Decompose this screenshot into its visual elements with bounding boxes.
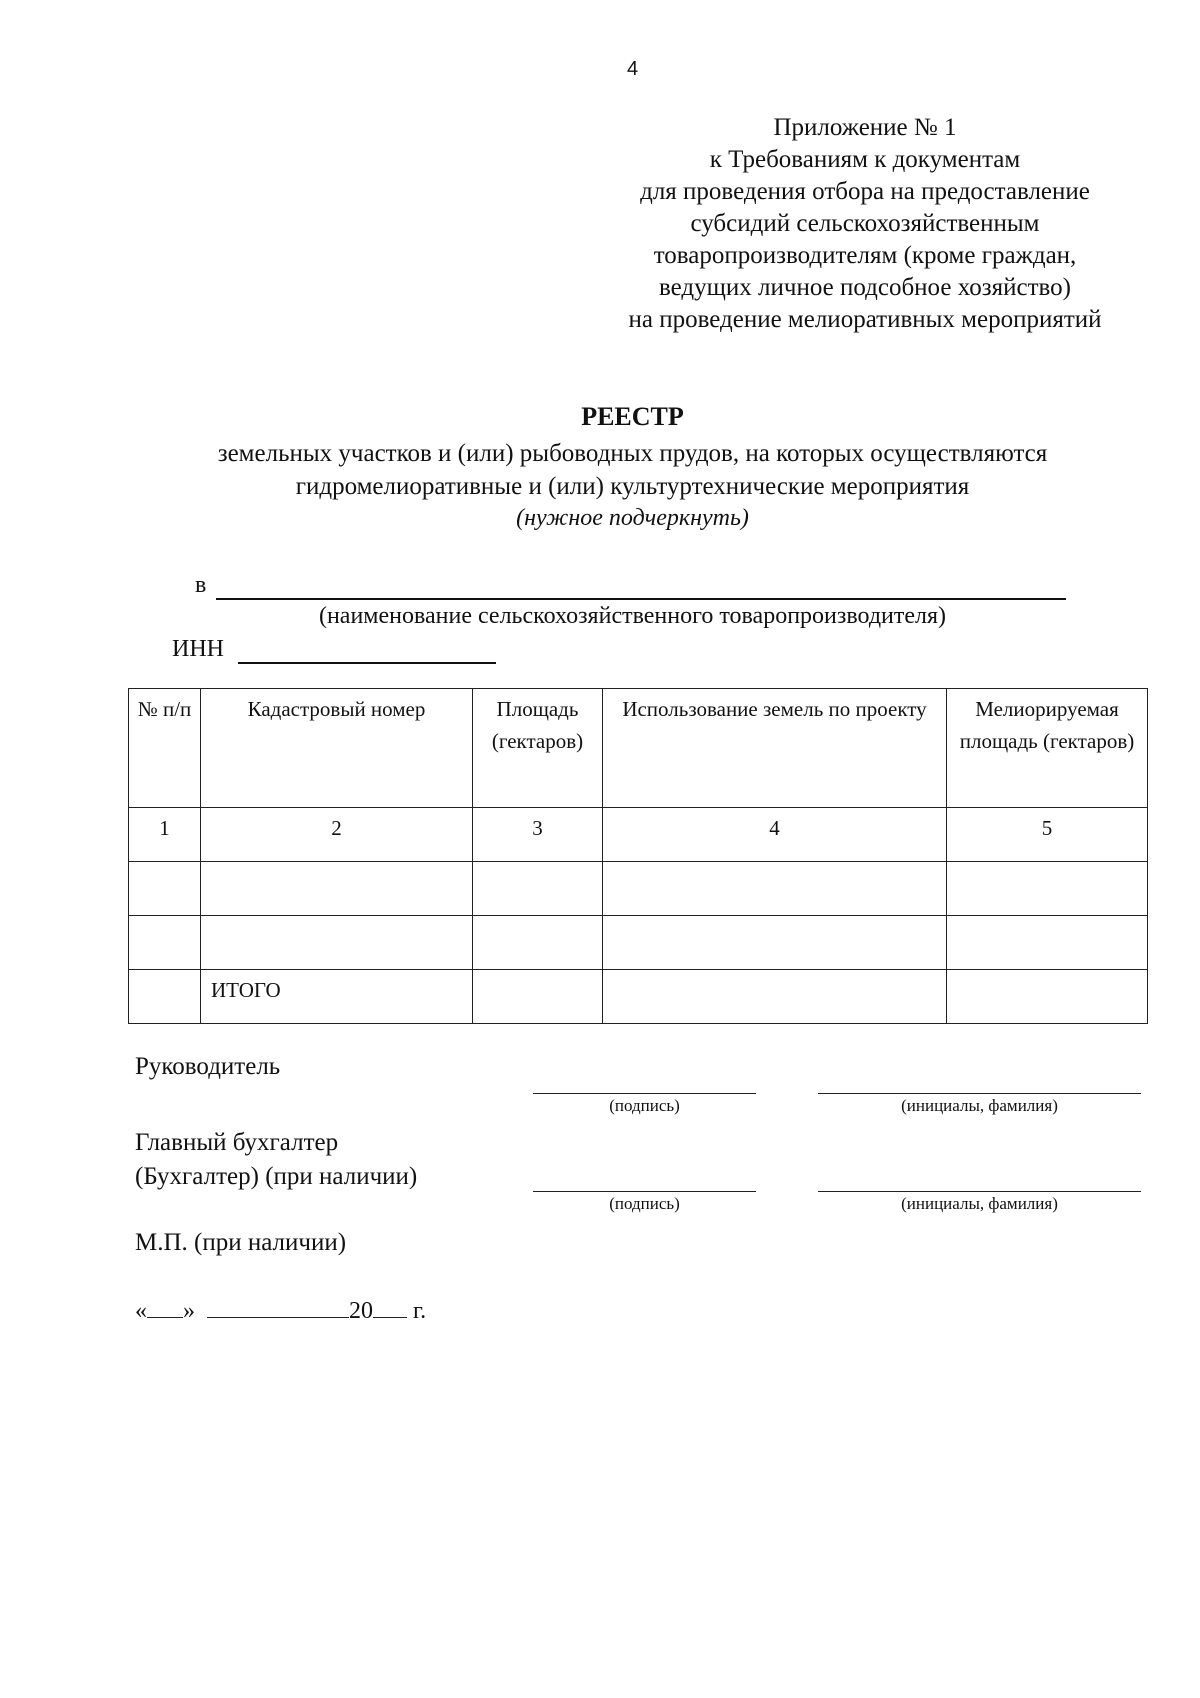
subtitle-line-1: земельных участков и (или) рыбоводных прудов, на которых осуществляются bbox=[217, 440, 1048, 467]
producer-name-field[interactable] bbox=[216, 598, 1066, 600]
document-title: РЕЕСТР bbox=[581, 402, 684, 431]
header-cell-number: № п/п bbox=[129, 689, 201, 808]
subtitle-line-2: гидромелиоративные и (или) культуртехнические мероприятия bbox=[295, 473, 970, 500]
table-row-total bbox=[129, 970, 1148, 1024]
accountant-signature-field[interactable] bbox=[533, 1191, 756, 1192]
appendix-line: субсидий сельскохозяйственным bbox=[690, 210, 1040, 237]
head-signature-field[interactable] bbox=[533, 1093, 756, 1094]
accountant-label-line-2: (Бухгалтер) (при наличии) bbox=[135, 1163, 418, 1190]
accountant-name-field[interactable] bbox=[818, 1191, 1141, 1192]
underline-note: (нужное подчеркнуть) bbox=[516, 505, 749, 531]
table-cell[interactable] bbox=[947, 862, 1148, 916]
year-suffix: г. bbox=[407, 1298, 427, 1324]
date-close-quote: » bbox=[183, 1298, 195, 1324]
year-field[interactable] bbox=[373, 1297, 407, 1318]
table-cell[interactable] bbox=[603, 862, 947, 916]
year-prefix: 20 bbox=[349, 1298, 373, 1324]
appendix-line: Приложение № 1 bbox=[773, 114, 957, 141]
column-number-cell: 3 bbox=[473, 808, 603, 862]
appendix-line: для проведения отбора на предоставление bbox=[640, 178, 1090, 205]
column-number-cell: 4 bbox=[603, 808, 947, 862]
appendix-line: ведущих личное подсобное хозяйство) bbox=[659, 274, 1071, 301]
date-open-quote: « bbox=[135, 1298, 147, 1324]
appendix-line: товаропроизводителям (кроме граждан, bbox=[653, 242, 1077, 269]
producer-prefix: в bbox=[195, 572, 207, 598]
column-number-cell: 5 bbox=[947, 808, 1148, 862]
table-cell[interactable] bbox=[129, 862, 201, 916]
table-cell[interactable] bbox=[201, 916, 473, 970]
register-table bbox=[128, 688, 1148, 1024]
date-line bbox=[135, 1297, 426, 1325]
month-field[interactable] bbox=[207, 1297, 349, 1318]
inn-field[interactable] bbox=[238, 662, 496, 664]
table-cell[interactable] bbox=[947, 916, 1148, 970]
header-cell-land-use: Использование земель по проекту bbox=[603, 689, 947, 808]
day-field[interactable] bbox=[147, 1297, 183, 1318]
producer-caption: (наименование сельскохозяйственного товаропроизводителя) bbox=[318, 603, 947, 629]
table-header-row bbox=[129, 689, 1148, 808]
table-row-column-numbers bbox=[129, 808, 1148, 862]
name-caption: (инициалы, фамилия) bbox=[901, 1194, 1058, 1213]
table-cell[interactable] bbox=[129, 970, 201, 1024]
total-label: ИТОГО bbox=[201, 970, 473, 1024]
signature-caption: (подпись) bbox=[609, 1194, 680, 1213]
table-cell[interactable] bbox=[129, 916, 201, 970]
appendix-header bbox=[580, 112, 1150, 336]
accountant-label-line-1: Главный бухгалтер bbox=[135, 1129, 339, 1156]
page-number: 4 bbox=[626, 58, 639, 80]
stamp-label: М.П. (при наличии) bbox=[135, 1229, 347, 1256]
table-cell[interactable] bbox=[947, 970, 1148, 1024]
column-number-cell: 2 bbox=[201, 808, 473, 862]
table-cell[interactable] bbox=[201, 862, 473, 916]
header-cell-cadastral: Кадастровый номер bbox=[201, 689, 473, 808]
name-caption: (инициалы, фамилия) bbox=[901, 1096, 1058, 1115]
appendix-line: на проведение мелиоративных мероприятий bbox=[628, 306, 1102, 333]
table-cell[interactable] bbox=[473, 970, 603, 1024]
header-cell-reclaimed-area: Мелиорируемая площадь (гектаров) bbox=[947, 689, 1148, 808]
head-label: Руководитель bbox=[135, 1053, 281, 1080]
table-cell[interactable] bbox=[603, 916, 947, 970]
table-cell[interactable] bbox=[603, 970, 947, 1024]
column-number-cell: 1 bbox=[129, 808, 201, 862]
table-row bbox=[129, 862, 1148, 916]
table-cell[interactable] bbox=[473, 916, 603, 970]
table-row bbox=[129, 916, 1148, 970]
appendix-line: к Требованиям к документам bbox=[709, 146, 1021, 173]
head-name-field[interactable] bbox=[818, 1093, 1141, 1094]
header-cell-area: Площадь (гектаров) bbox=[473, 689, 603, 808]
document-subtitle bbox=[0, 437, 1200, 503]
signature-caption: (подпись) bbox=[609, 1096, 680, 1115]
table-cell[interactable] bbox=[473, 862, 603, 916]
inn-label: ИНН bbox=[172, 636, 224, 662]
